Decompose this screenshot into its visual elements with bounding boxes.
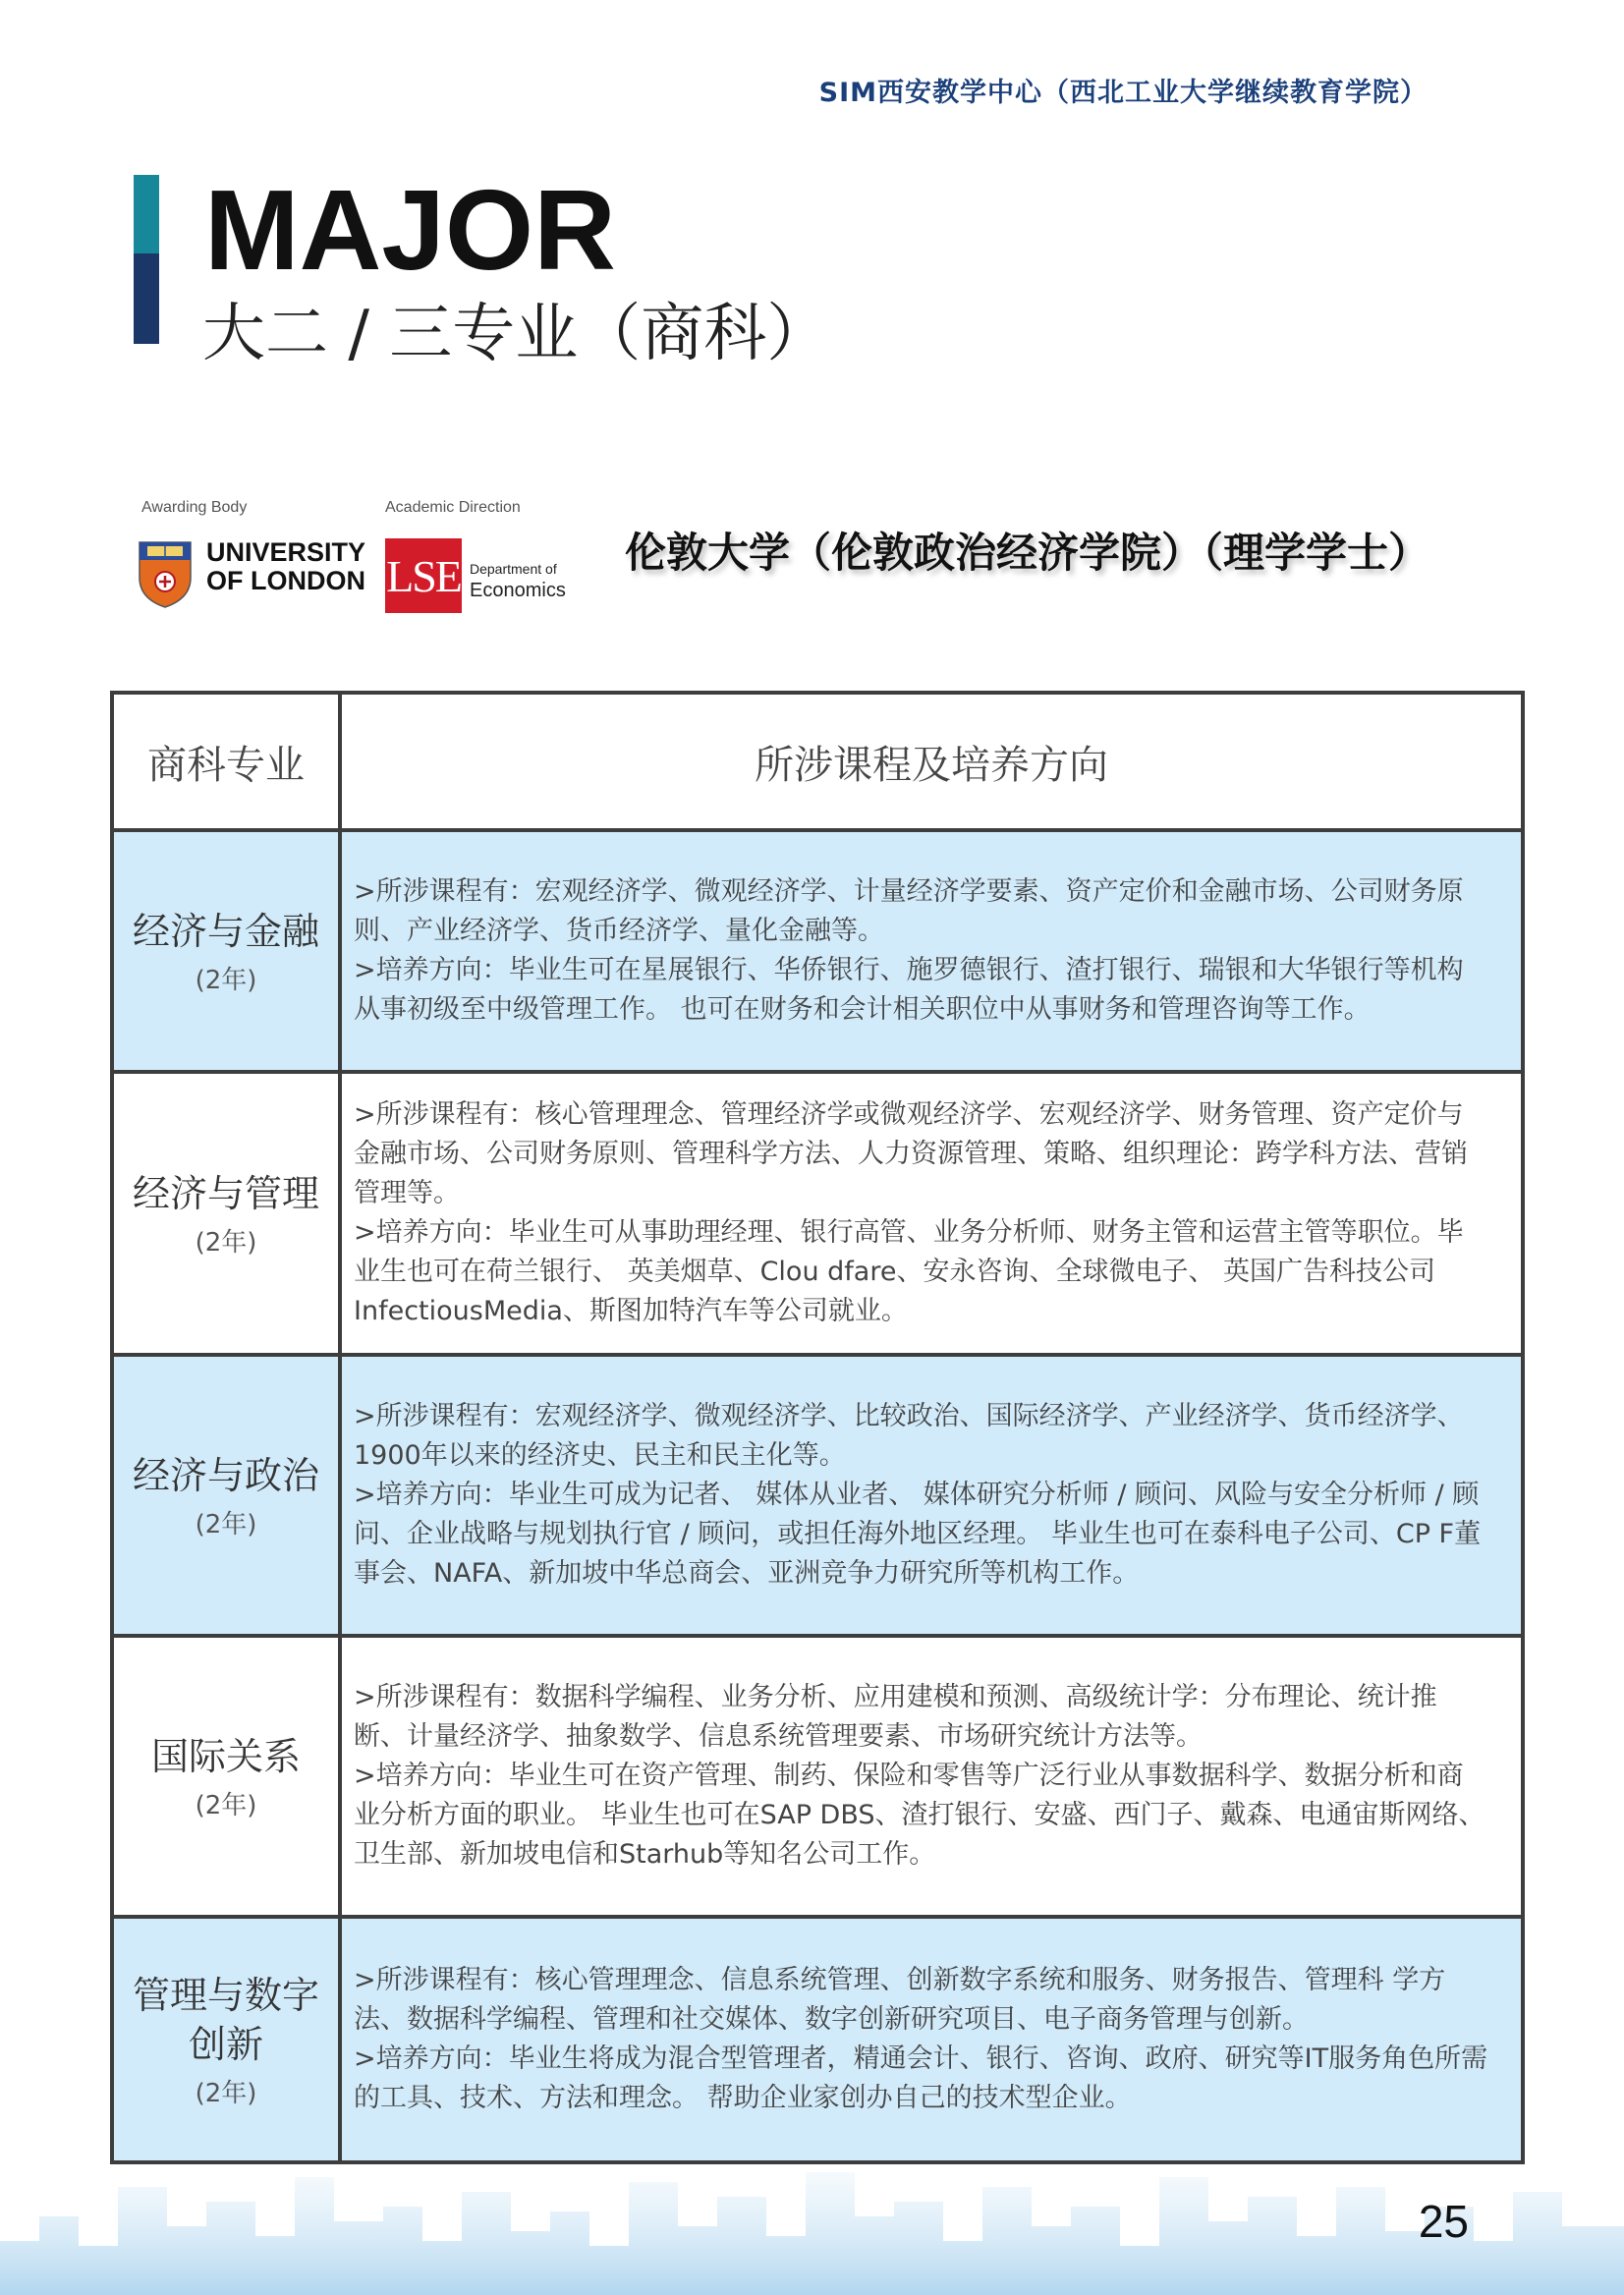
major-name-line2: 创新: [188, 2022, 263, 2066]
desc-line: >培养方向：毕业生可在资产管理、制药、保险和零售等广泛行业从事数据科学、数据分析和商: [354, 1761, 1464, 1791]
page-subtitle: 大二 / 三专业（商科）: [202, 298, 830, 370]
page-title: MAJOR: [204, 166, 616, 294]
lse-department-label: [470, 558, 566, 601]
major-cell: [112, 1636, 340, 1917]
table-row: [112, 1636, 1523, 1917]
table-row: [112, 830, 1523, 1072]
desc-line: 断、计量经济学、抽象数学、信息系统管理要素、市场研究统计方法等。: [354, 1721, 1203, 1752]
major-name-line1: 管理与数字: [132, 1973, 319, 2017]
desc-line: 管理等。: [354, 1178, 460, 1208]
desc-line: 从事初级至中级管理工作。 也可在财务和会计相关职位中从事财务和管理咨询等工作。: [354, 994, 1371, 1025]
desc-line: >所涉课程有：核心管理理念、信息系统管理、创新数字系统和服务、财务报告、管理科 学方: [354, 1965, 1446, 1995]
major-years: (2年): [195, 1227, 257, 1258]
major-years: (2年): [195, 2078, 257, 2108]
university-program-title: 伦敦大学（伦敦政治经济学院）（理学学士）: [625, 529, 1430, 577]
desc-line: 事会、NAFA、新加坡中华总商会、亚洲竞争力研究所等机构工作。: [354, 1558, 1140, 1589]
major-name: 国际关系: [150, 1734, 301, 1778]
desc-line: 1900年以来的经济史、民主和民主化等。: [354, 1440, 846, 1471]
desc-line: 则、产业经济学、货币经济学、量化金融等。: [354, 916, 884, 946]
table-row: [112, 1355, 1523, 1636]
header-org-name: SIM西安教学中心（西北工业大学继续教育学院）: [818, 78, 1428, 108]
major-years: (2年): [195, 965, 257, 995]
desc-line: 卫生部、新加坡电信和Starhub等知名公司工作。: [354, 1839, 936, 1870]
header-major: 商科专业: [112, 693, 340, 830]
description-cell: [340, 1355, 1523, 1636]
major-cell: [112, 1917, 340, 2162]
table-header-row: [112, 693, 1523, 830]
lse-logo: LSE: [385, 538, 462, 613]
desc-line: 金融市场、公司财务原则、管理科学方法、人力资源管理、策略、组织理论：跨学科方法、营销: [354, 1139, 1468, 1169]
major-cell: [112, 1072, 340, 1355]
major-years: (2年): [195, 1790, 257, 1820]
desc-line: >所涉课程有：宏观经济学、微观经济学、比较政治、国际经济学、产业经济学、货币经济学、: [354, 1401, 1464, 1431]
title-accent-bar: [134, 175, 159, 344]
table-row: [112, 1917, 1523, 2162]
awarding-body-caption: Awarding Body: [141, 499, 248, 516]
desc-line: >所涉课程有：宏观经济学、微观经济学、计量经济学要素、资产定价和金融市场、公司财务原: [354, 876, 1464, 907]
desc-line: >培养方向：毕业生可在星展银行、华侨银行、施罗德银行、渣打银行、瑞银和大华银行等机构: [354, 955, 1464, 985]
description-cell: [340, 1636, 1523, 1917]
uol-line1: UNIVERSITY: [206, 537, 366, 567]
major-name: 经济与政治: [132, 1453, 319, 1497]
desc-line: 的工具、技术、方法和理念。 帮助企业家创办自己的技术型企业。: [354, 2083, 1132, 2113]
major-years: (2年): [195, 1509, 257, 1539]
lse-dept-line2: Economics: [470, 580, 566, 601]
desc-line: >培养方向：毕业生可从事助理经理、银行高管、业务分析师、财务主管和运营主管等职位。毕: [354, 1217, 1464, 1248]
major-name: 经济与管理: [132, 1171, 319, 1215]
desc-line: InfectiousMedia、斯图加特汽车等公司就业。: [354, 1296, 908, 1326]
desc-line: 业分析方面的职业。 毕业生也可在SAP DBS、渣打银行、安盛、西门子、戴森、电通宙斯网络、: [354, 1800, 1485, 1830]
desc-line: 法、数据科学编程、管理和社交媒体、数字创新研究项目、电子商务管理与创新。: [354, 2004, 1309, 2035]
majors-table: [110, 691, 1525, 2164]
university-of-london-crest-icon: [138, 540, 193, 609]
lse-dept-line1: Department of: [470, 561, 557, 577]
desc-line: 问、企业战略与规划执行官 / 顾问，或担任海外地区经理。 毕业生也可在泰科电子公司、CP F董: [354, 1519, 1482, 1549]
description-cell: [340, 1917, 1523, 2162]
desc-line: >所涉课程有：数据科学编程、业务分析、应用建模和预测、高级统计学：分布理论、统计推: [354, 1682, 1437, 1712]
desc-line: >所涉课程有：核心管理理念、管理经济学或微观经济学、宏观经济学、财务管理、资产定价与: [354, 1099, 1464, 1130]
academic-direction-caption: Academic Direction: [385, 499, 521, 516]
page-number: 25: [1418, 2196, 1469, 2247]
desc-line: >培养方向：毕业生可成为记者、 媒体从业者、 媒体研究分析师 / 顾问、风险与安全分析师 / 顾: [354, 1480, 1480, 1510]
major-cell: [112, 1355, 340, 1636]
header-courses: 所涉课程及培养方向: [340, 693, 1523, 830]
uol-line2: OF LONDON: [206, 566, 365, 595]
major-cell: [112, 830, 340, 1072]
desc-line: >培养方向：毕业生将成为混合型管理者，精通会计、银行、咨询、政府、研究等IT服务角色所需: [354, 2043, 1488, 2074]
desc-line: 业生也可在荷兰银行、 英美烟草、Clou dfare、安永咨询、全球微电子、 英国广告科技公司: [354, 1257, 1436, 1287]
description-cell: [340, 830, 1523, 1072]
table-row: [112, 1072, 1523, 1355]
city-skyline-background: [0, 2148, 1624, 2295]
description-cell: [340, 1072, 1523, 1355]
institution-logos: [136, 499, 597, 627]
major-name: 经济与金融: [132, 909, 319, 953]
university-of-london-wordmark: [206, 538, 365, 595]
